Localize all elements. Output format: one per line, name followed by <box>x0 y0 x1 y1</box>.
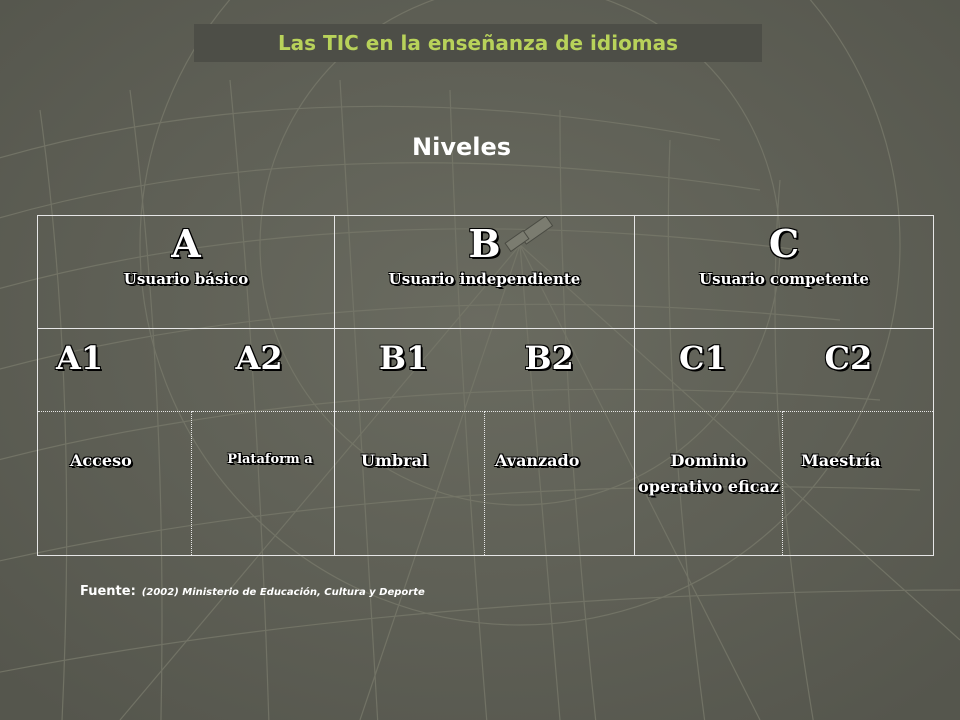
sublevel-cell-b1 <box>335 329 485 412</box>
desc-cell-a2 <box>192 412 335 556</box>
sublevel-cell-c1 <box>635 329 783 412</box>
sublevel-cell-b2 <box>485 329 635 412</box>
sublevel-code: A2 <box>235 339 283 377</box>
sublevel-desc: Avanzado <box>495 451 580 470</box>
level-name: Usuario independiente <box>388 270 581 288</box>
sublevel-desc: Maestría <box>801 451 881 470</box>
sublevel-desc: Plataform a <box>227 452 313 467</box>
level-cell-c <box>635 216 934 329</box>
desc-cell-b2 <box>485 412 635 556</box>
desc-cell-c2 <box>783 412 934 556</box>
sublevel-code: B1 <box>379 339 429 377</box>
sublevel-cell-a2 <box>192 329 335 412</box>
desc-cell-c1 <box>635 412 783 556</box>
levels-table <box>37 215 934 556</box>
title-banner <box>194 24 762 62</box>
sublevel-code: C1 <box>679 339 727 377</box>
banner-title: Las TIC en la enseñanza de idiomas <box>277 31 679 55</box>
level-cell-b <box>335 216 635 329</box>
source-text: (2002) Ministerio de Educación, Cultura y Deporte <box>141 587 425 598</box>
sublevel-cell-c2 <box>783 329 934 412</box>
desc-cell-b1 <box>335 412 485 556</box>
level-code: A <box>171 221 201 266</box>
level-name: Usuario competente <box>699 270 869 288</box>
level-cell-a <box>38 216 335 329</box>
sublevel-code: C2 <box>824 339 873 377</box>
sublevel-desc: Acceso <box>70 451 132 470</box>
source-note <box>80 584 425 599</box>
source-label: Fuente: <box>80 584 136 599</box>
sublevel-code: A1 <box>56 339 104 377</box>
level-code: C <box>768 221 800 266</box>
sublevel-code: B2 <box>524 339 574 377</box>
level-code: B <box>468 221 501 266</box>
sublevel-desc: Umbral <box>361 451 428 470</box>
desc-cell-a1 <box>38 412 192 556</box>
sublevel-cell-a1 <box>38 329 192 412</box>
section-heading: Niveles <box>412 133 512 161</box>
level-name: Usuario básico <box>123 270 249 288</box>
sublevel-desc: Dominio operativo eficaz <box>638 451 779 496</box>
